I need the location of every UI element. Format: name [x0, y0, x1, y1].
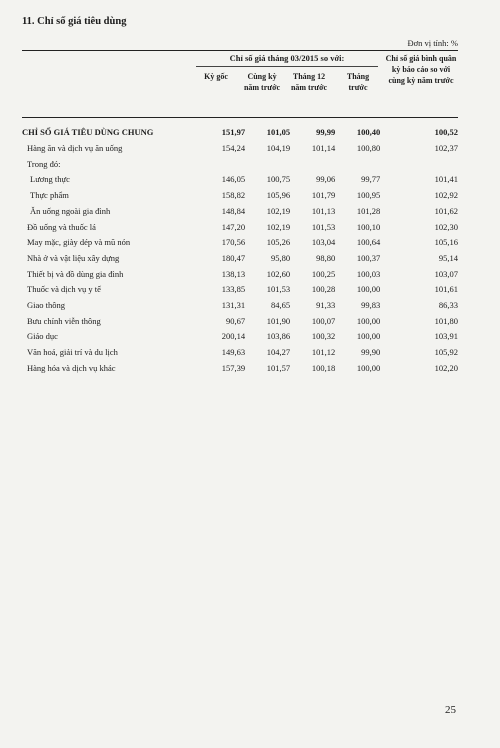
row-value: 100,00 [356, 331, 381, 342]
page-number: 25 [445, 704, 456, 716]
row-value: 104,19 [266, 143, 291, 153]
row-value: 170,56 [221, 237, 246, 248]
row-value: 157,39 [221, 362, 246, 373]
row-value: 102,92 [434, 190, 458, 201]
unit-label: Đơn vị tính: % [407, 38, 458, 48]
row-label: Nhà ở và vật liệu xây dựng [27, 252, 120, 263]
row-value: 100,37 [356, 252, 381, 263]
table-header-rule [22, 117, 458, 118]
row-value: 100,80 [356, 143, 381, 153]
row-value: 100,32 [311, 331, 336, 342]
row-value: 133,85 [221, 284, 246, 295]
row-label: Lương thực [30, 174, 70, 185]
row-value: 100,64 [356, 237, 381, 248]
column-header-prev-year: Cùng kỳ năm trước [243, 72, 281, 92]
row-label: Giao thông [27, 300, 66, 311]
row-value: 102,19 [266, 221, 291, 232]
row-value: 100,00 [356, 362, 381, 373]
row-value: 103,91 [434, 331, 458, 342]
table-row [22, 235, 458, 251]
row-value: 102,30 [434, 221, 458, 232]
row-value [290, 157, 335, 173]
row-value: 101,61 [434, 284, 458, 295]
row-value: 102,60 [266, 268, 291, 279]
row-value: 95,14 [438, 252, 458, 263]
row-value: 147,20 [221, 221, 246, 232]
row-value: 86,33 [438, 300, 458, 311]
cpi-table [22, 124, 458, 377]
table-row [22, 141, 458, 157]
table-top-rule [22, 50, 458, 51]
table-row [22, 251, 458, 267]
column-header-base: Kỳ gốc [204, 72, 228, 81]
table-row [22, 220, 458, 236]
row-value: 101,53 [311, 221, 336, 232]
row-label: Đồ uống và thuốc lá [27, 221, 96, 232]
column-header-average: Chỉ số giá bình quân kỳ báo cáo so với cùng kỳ năm trước [385, 54, 457, 85]
row-value: 100,07 [311, 315, 336, 326]
row-value: 131,31 [221, 300, 246, 311]
row-value: 101,80 [434, 315, 458, 326]
row-label: Thuốc và dịch vụ y tế [27, 284, 101, 295]
row-value: 154,24 [221, 143, 246, 153]
row-label: Giáo dục [27, 331, 58, 342]
row-value: 100,95 [356, 190, 381, 201]
row-value: 101,14 [311, 143, 336, 153]
row-value: 90,67 [225, 315, 246, 326]
row-label: Trong đó: [27, 158, 61, 169]
row-value: 101,62 [434, 205, 458, 216]
row-value: 99,99 [316, 126, 336, 137]
row-value: 101,90 [266, 315, 291, 326]
row-value [202, 157, 245, 173]
row-label: Hàng ăn và dịch vụ ăn uống [27, 143, 123, 153]
row-value: 100,40 [356, 126, 381, 137]
row-value: 101,53 [266, 284, 291, 295]
row-value: 99,77 [361, 174, 381, 185]
column-group-rule [196, 66, 378, 67]
row-value [335, 157, 380, 173]
row-value: 91,33 [316, 300, 336, 311]
row-value: 101,57 [266, 362, 291, 373]
row-value: 95,80 [271, 252, 291, 263]
row-value: 100,28 [311, 284, 336, 295]
table-row [22, 314, 458, 330]
row-value: 180,47 [221, 252, 246, 263]
row-value: 101,05 [266, 126, 291, 137]
row-value: 151,97 [221, 126, 246, 137]
row-value: 104,27 [266, 347, 291, 358]
row-value: 105,16 [434, 237, 458, 248]
row-label: CHỈ SỐ GIÁ TIÊU DÙNG CHUNG [22, 126, 154, 137]
row-value [380, 157, 458, 173]
row-label: Văn hoá, giải trí và du lịch [27, 347, 118, 358]
table-row-total [22, 124, 458, 141]
row-value: 102,20 [434, 362, 458, 373]
table-row [22, 345, 458, 361]
row-label: May mặc, giày dép và mũ nón [27, 237, 131, 248]
row-value: 103,07 [434, 268, 458, 279]
row-value: 200,14 [221, 331, 246, 342]
row-value: 158,82 [221, 190, 246, 201]
row-value: 100,00 [356, 315, 381, 326]
row-value: 138,13 [221, 268, 246, 279]
row-value: 146,05 [221, 174, 246, 185]
table-row [22, 157, 458, 173]
row-label: Hàng hóa và dịch vụ khác [27, 362, 116, 373]
row-value: 101,79 [311, 190, 336, 201]
row-value: 99,06 [316, 174, 336, 185]
row-value: 101,28 [356, 205, 381, 216]
row-value: 148,84 [221, 205, 246, 216]
table-row [22, 204, 458, 220]
row-value: 99,83 [361, 300, 381, 311]
row-value: 105,92 [434, 347, 458, 358]
column-header-prev-month: Tháng trước [346, 72, 370, 92]
table-row [22, 267, 458, 283]
row-value: 100,18 [311, 362, 336, 373]
row-value: 102,37 [434, 143, 458, 153]
row-value: 101,41 [434, 174, 458, 185]
row-value: 99,90 [361, 347, 381, 358]
row-value: 105,26 [266, 237, 291, 248]
row-value: 98,80 [316, 252, 336, 263]
row-value: 100,03 [356, 268, 381, 279]
page-title: 11. Chỉ số giá tiêu dùng [22, 16, 127, 27]
row-value: 100,75 [266, 174, 291, 185]
row-value: 101,12 [311, 347, 336, 358]
row-value: 100,52 [434, 126, 458, 137]
row-value [245, 157, 290, 173]
row-value: 105,96 [266, 190, 291, 201]
table-row [22, 282, 458, 298]
row-label: Thực phẩm [30, 190, 69, 201]
row-value: 100,25 [311, 268, 336, 279]
row-value: 100,10 [356, 221, 381, 232]
column-group-header: Chỉ số giá tháng 03/2015 so với: [229, 53, 345, 63]
table-row [22, 361, 458, 377]
table-row [22, 188, 458, 204]
row-value: 101,13 [311, 205, 336, 216]
row-value: 84,65 [271, 300, 291, 311]
row-value: 103,04 [311, 237, 336, 248]
row-value: 103,86 [266, 331, 291, 342]
table-row [22, 172, 458, 188]
row-value: 100,00 [356, 284, 381, 295]
row-value: 102,19 [266, 205, 291, 216]
table-row [22, 298, 458, 314]
column-header-december: Tháng 12 năm trước [290, 72, 328, 92]
row-label: Bưu chính viễn thông [27, 315, 101, 326]
table-row [22, 329, 458, 345]
row-label: Thiết bị và đồ dùng gia đình [27, 268, 124, 279]
row-value: 149,63 [221, 347, 246, 358]
row-label: Ăn uống ngoài gia đình [30, 205, 111, 216]
